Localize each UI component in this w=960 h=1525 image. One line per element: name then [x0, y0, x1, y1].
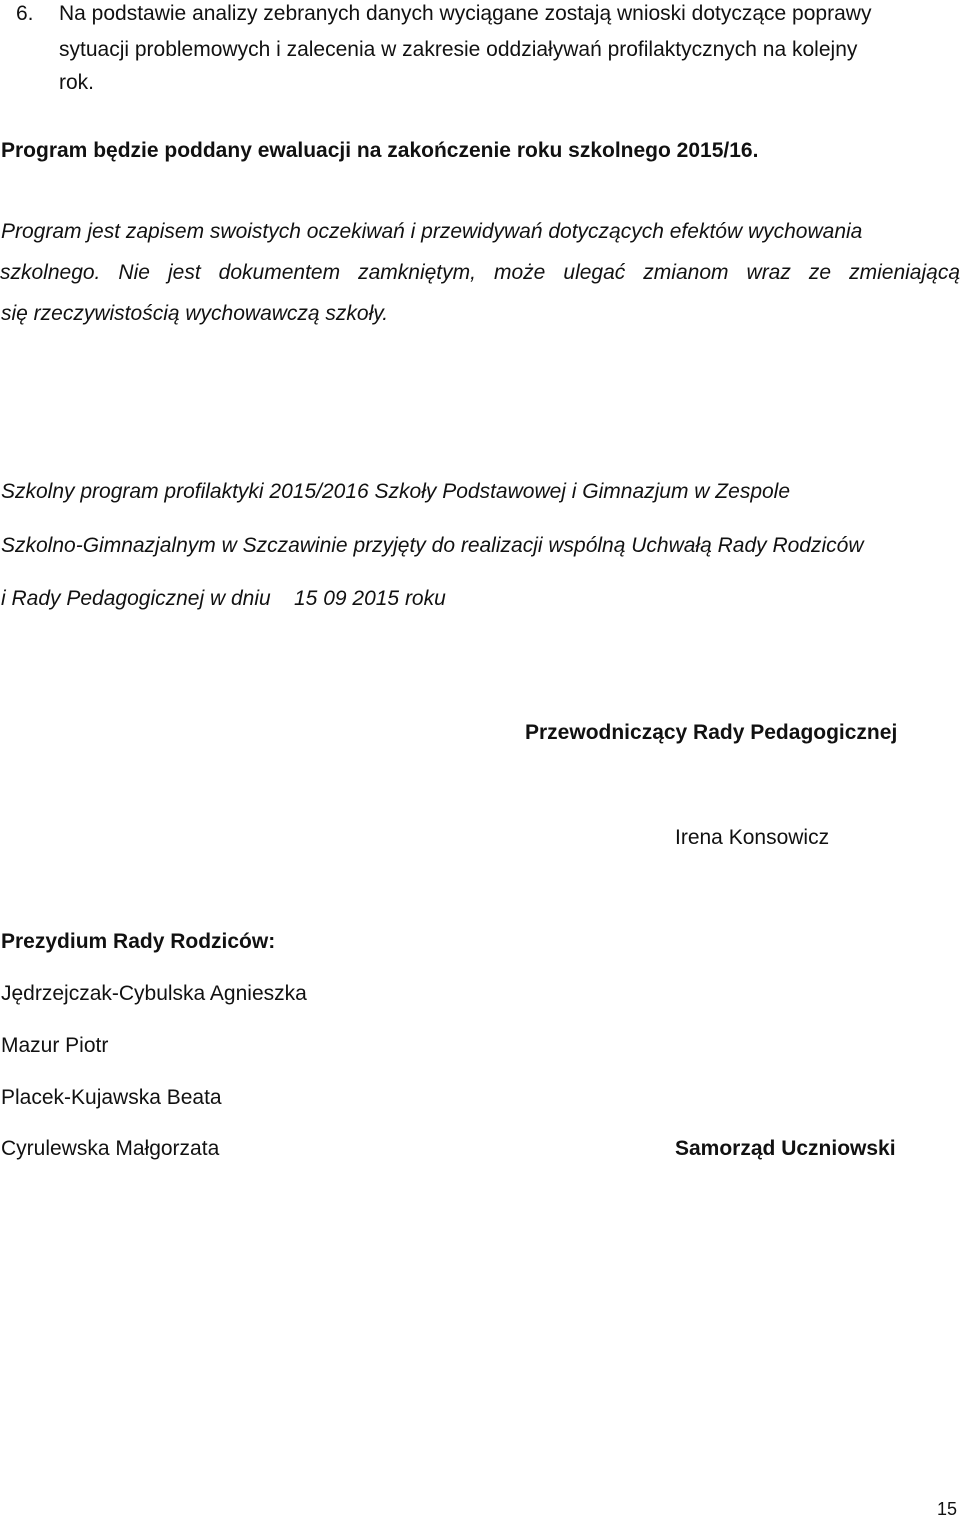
parents-council-member: Cyrulewska Małgorzata — [1, 1137, 220, 1160]
parents-council-title: Prezydium Rady Rodziców: — [1, 930, 276, 953]
list-item-line-3: rok. — [59, 71, 95, 94]
adoption-statement-line-2: Szkolno-Gimnazjalnym w Szczawinie przyjęty do realizacji wspólną Uchwałą Rady Rodziców — [1, 534, 864, 557]
list-item-number: 6. — [16, 2, 34, 25]
parents-council-member: Mazur Piotr — [1, 1034, 109, 1057]
evaluation-note: Program będzie poddany ewaluacji na zakończenie roku szkolnego 2015/16. — [1, 139, 759, 162]
page-number: 15 — [936, 1499, 957, 1519]
program-description-line-2: szkolnego. Nie jest dokumentem zamkniętym, może ulegać zmianom wraz ze zmieniającą — [0, 261, 960, 284]
list-item-line-2: sytuacji problemowych i zalecenia w zakresie oddziaływań profilaktycznych na kolejny — [59, 38, 858, 61]
adoption-statement-line-3: i Rady Pedagogicznej w dniu 15 09 2015 roku — [1, 587, 446, 610]
teacher-council-chair: Irena Konsowicz — [675, 826, 830, 849]
program-description-line-3: się rzeczywistością wychowawczą szkoły. — [1, 302, 389, 325]
student-council-title: Samorząd Uczniowski — [675, 1137, 896, 1160]
parents-council-member: Jędrzejczak-Cybulska Agnieszka — [1, 982, 307, 1005]
parents-council-member: Placek-Kujawska Beata — [1, 1086, 222, 1109]
teacher-council-title: Przewodniczący Rady Pedagogicznej — [525, 721, 898, 744]
list-item-line-1: Na podstawie analizy zebranych danych wyciągane zostają wnioski dotyczące poprawy — [59, 2, 872, 25]
adoption-statement-line-1: Szkolny program profilaktyki 2015/2016 Szkoły Podstawowej i Gimnazjum w Zespole — [1, 480, 791, 503]
program-description-line-1: Program jest zapisem swoistych oczekiwań i przewidywań dotyczących efektów wychowania — [1, 220, 863, 243]
